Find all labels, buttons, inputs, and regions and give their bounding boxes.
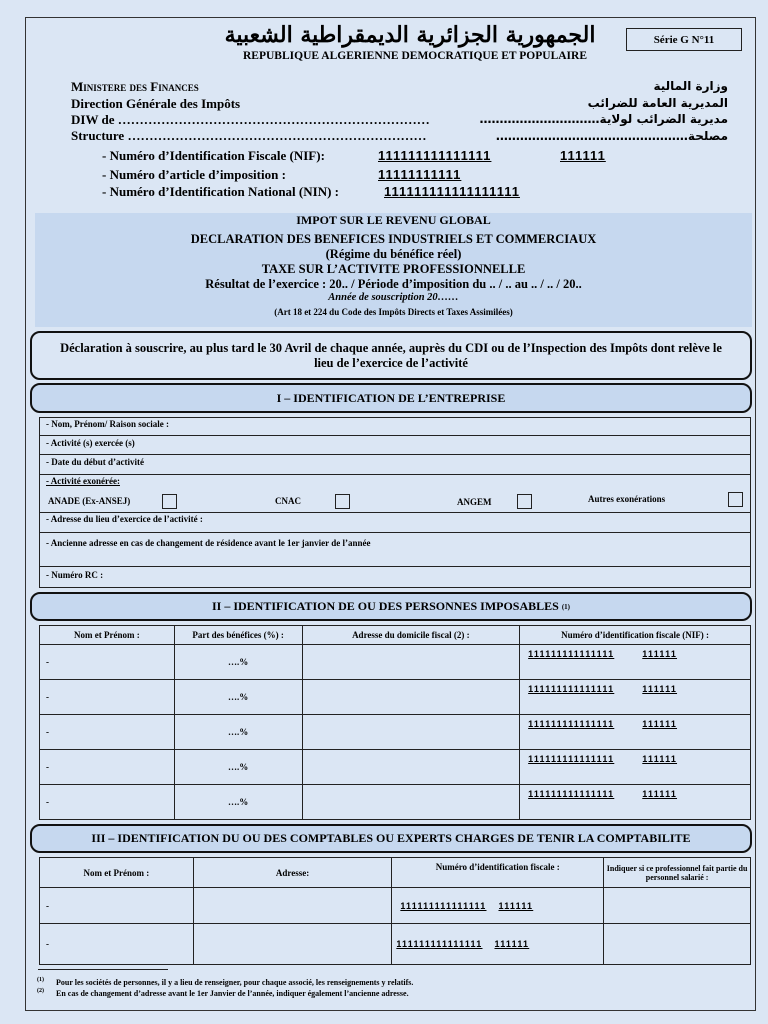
address-cell[interactable] — [302, 645, 520, 680]
table-row — [40, 750, 751, 785]
diw-field[interactable]: DIW de ……………………………………………………………… — [71, 112, 430, 127]
person-name-cell[interactable]: - — [40, 645, 175, 680]
share-cell[interactable]: ….% — [174, 645, 302, 680]
nin-row — [102, 184, 520, 200]
ministry-label: Ministere des Finances — [71, 79, 199, 94]
col-address: Adresse: — [193, 858, 392, 888]
share-cell[interactable]: ….% — [174, 785, 302, 820]
field-exemption: - Activité exonérée: ANADE (Ex-ANSEJ) CNAC ANGEM Autres exonérations — [40, 475, 750, 513]
enterprise-fields — [39, 417, 751, 588]
exempt-cnac-checkbox[interactable] — [335, 494, 350, 509]
article-row — [102, 167, 462, 183]
nif-cell[interactable]: 111111111111111 111111 — [520, 785, 751, 820]
nif-digits-key[interactable]: 111111 — [560, 148, 606, 163]
table-row — [40, 680, 751, 715]
exempt-cnac-label: CNAC — [275, 496, 301, 506]
nif-digits-main[interactable]: 111111111111111 — [378, 148, 492, 163]
field-old-address[interactable]: - Ancienne adresse en cas de changement de résidence avant le 1er janvier de l’année — [40, 533, 750, 567]
table-header — [40, 858, 751, 888]
nif-label: - Numéro d’Identification Fiscale (NIF): — [102, 148, 325, 163]
band-line-5: Résultat de l’exercice : 20.. / Période d’imposition du .. / .. au .. / .. / 20.. — [205, 277, 582, 291]
nin-digits[interactable]: 111111111111111111 — [384, 184, 520, 199]
structure-field[interactable]: Structure …………………………………………………………… — [71, 128, 427, 143]
arabic-republic-title: الجمهورية الجزائرية الديمقراطية الشعبية — [224, 22, 596, 48]
tax-title-band — [35, 213, 752, 327]
field-activity[interactable]: - Activité (s) exercée (s) — [40, 436, 750, 455]
footnote-divider — [38, 969, 168, 970]
field-name[interactable]: - Nom, Prénom/ Raison sociale : — [40, 418, 750, 436]
exempt-angem-checkbox[interactable] — [517, 494, 532, 509]
serie-label: Série G N°11 — [626, 28, 742, 51]
field-address[interactable]: - Adresse du lieu d’exercice de l’activité : — [40, 513, 750, 533]
structure-field-ar[interactable]: مصلحة………………………………………… — [495, 129, 728, 143]
band-line-1: IMPOT SUR LE REVENU GLOBAL — [296, 213, 491, 227]
accountant-employee-cell[interactable] — [604, 888, 751, 924]
col-nif: Numéro d’identification fiscale (NIF) : — [520, 626, 751, 645]
person-name-cell[interactable]: - — [40, 750, 175, 785]
exempt-anade-checkbox[interactable] — [162, 494, 177, 509]
accountant-address-cell[interactable] — [193, 924, 392, 965]
table-row — [40, 924, 751, 965]
band-line-2: DECLARATION DES BENEFICES INDUSTRIELS ET COMMERCIAUX — [190, 232, 597, 246]
article-label: - Numéro d’article d’imposition : — [102, 167, 286, 182]
direction-label: Direction Générale des Impôts — [71, 96, 241, 111]
address-cell[interactable] — [302, 680, 520, 715]
nif-cell[interactable]: 111111111111111 111111 — [520, 715, 751, 750]
band-line-3: (Régime du bénéfice réel) — [325, 247, 462, 261]
exempt-angem-label: ANGEM — [457, 497, 492, 507]
accountant-employee-cell[interactable] — [604, 924, 751, 965]
share-cell[interactable]: ….% — [174, 750, 302, 785]
nif-row — [102, 148, 606, 164]
diw-field-ar[interactable]: مديرية الضرائب لولاية………………………… — [479, 112, 728, 126]
field-rc[interactable]: - Numéro RC : — [46, 570, 104, 580]
col-share: Part des bénéfices (%) : — [174, 626, 302, 645]
direction-label-ar: المديرية العامة للضرائب — [587, 96, 728, 110]
col-name: Nom et Prénom : — [40, 858, 194, 888]
exempt-anade-label: ANADE (Ex-ANSEJ) — [48, 496, 131, 506]
field-start-date[interactable]: - Date du début d’activité — [40, 455, 750, 475]
table-row — [40, 715, 751, 750]
accountant-address-cell[interactable] — [193, 888, 392, 924]
table-header — [40, 626, 751, 645]
accountants-table — [39, 857, 751, 965]
section-3-title: III – IDENTIFICATION DU OU DES COMPTABLES OU EXPERTS CHARGES DE TENIR LA COMPTABILITE — [30, 824, 752, 853]
nif-cell[interactable]: 111111111111111 111111 — [520, 750, 751, 785]
nin-label: - Numéro d’Identification National (NIN) : — [102, 184, 339, 199]
col-address: Adresse du domicile fiscal (2) : — [302, 626, 520, 645]
exempt-other-label: Autres exonérations — [588, 494, 666, 504]
exempt-other-checkbox[interactable] — [728, 492, 743, 507]
band-line-6: Année de souscription 20…… — [328, 292, 459, 303]
person-name-cell[interactable]: - — [40, 715, 175, 750]
address-cell[interactable] — [302, 750, 520, 785]
accountant-nif-cell[interactable]: 111111111111111 111111 — [392, 924, 604, 965]
share-cell[interactable]: ….% — [174, 715, 302, 750]
band-line-7: (Art 18 et 224 du Code des Impôts Directs et Taxes Assimilées) — [274, 307, 513, 317]
table-row — [40, 888, 751, 924]
share-cell[interactable]: ….% — [174, 680, 302, 715]
nif-cell[interactable]: 111111111111111 111111 — [520, 645, 751, 680]
ministry-label-ar: وزارة المالية — [653, 79, 728, 93]
col-name: Nom et Prénom : — [40, 626, 175, 645]
person-name-cell[interactable]: - — [40, 680, 175, 715]
band-line-4: TAXE SUR L’ACTIVITE PROFESSIONNELLE — [261, 262, 526, 276]
french-republic-title: REPUBLIQUE ALGERIENNE DEMOCRATIQUE ET POPULAIRE — [243, 50, 587, 62]
footnote-1: $^{(1)}$ Pour les sociétés de personnes, il y a lieu de renseigner, pour chaque associé, les renseignements y relatifs. — [37, 977, 414, 987]
footnote-2: $^{(2)}$ En cas de changement d’adresse avant le 1er Janvier de l’année, indiquer également l’ancienne adresse. — [37, 988, 409, 998]
address-cell[interactable] — [302, 715, 520, 750]
article-digits[interactable]: 11111111111 — [378, 167, 462, 182]
accountant-nif-cell[interactable]: 111111111111111 111111 — [392, 888, 604, 924]
nif-cell[interactable]: 111111111111111 111111 — [520, 680, 751, 715]
table-row — [40, 645, 751, 680]
taxable-persons-table — [39, 625, 751, 820]
person-name-cell[interactable]: - — [40, 785, 175, 820]
accountant-name-cell[interactable]: - — [40, 924, 194, 965]
address-cell[interactable] — [302, 785, 520, 820]
section-2-title: II – IDENTIFICATION DE OU DES PERSONNES IMPOSABLES (1) — [30, 592, 752, 621]
accountant-name-cell[interactable]: - — [40, 888, 194, 924]
section-1-title: I – IDENTIFICATION DE L’ENTREPRISE — [30, 383, 752, 413]
col-nif: Numéro d’identification fiscale : — [392, 858, 604, 888]
deadline-notice: Déclaration à souscrire, au plus tard le 30 Avril de chaque année, auprès du CDI ou de l’Inspection des Impôts dont relève le lieu de l’exercice de l’activité — [30, 331, 752, 380]
table-row — [40, 785, 751, 820]
col-employee: Indiquer si ce professionnel fait partie du personnel salarié : — [604, 858, 751, 888]
